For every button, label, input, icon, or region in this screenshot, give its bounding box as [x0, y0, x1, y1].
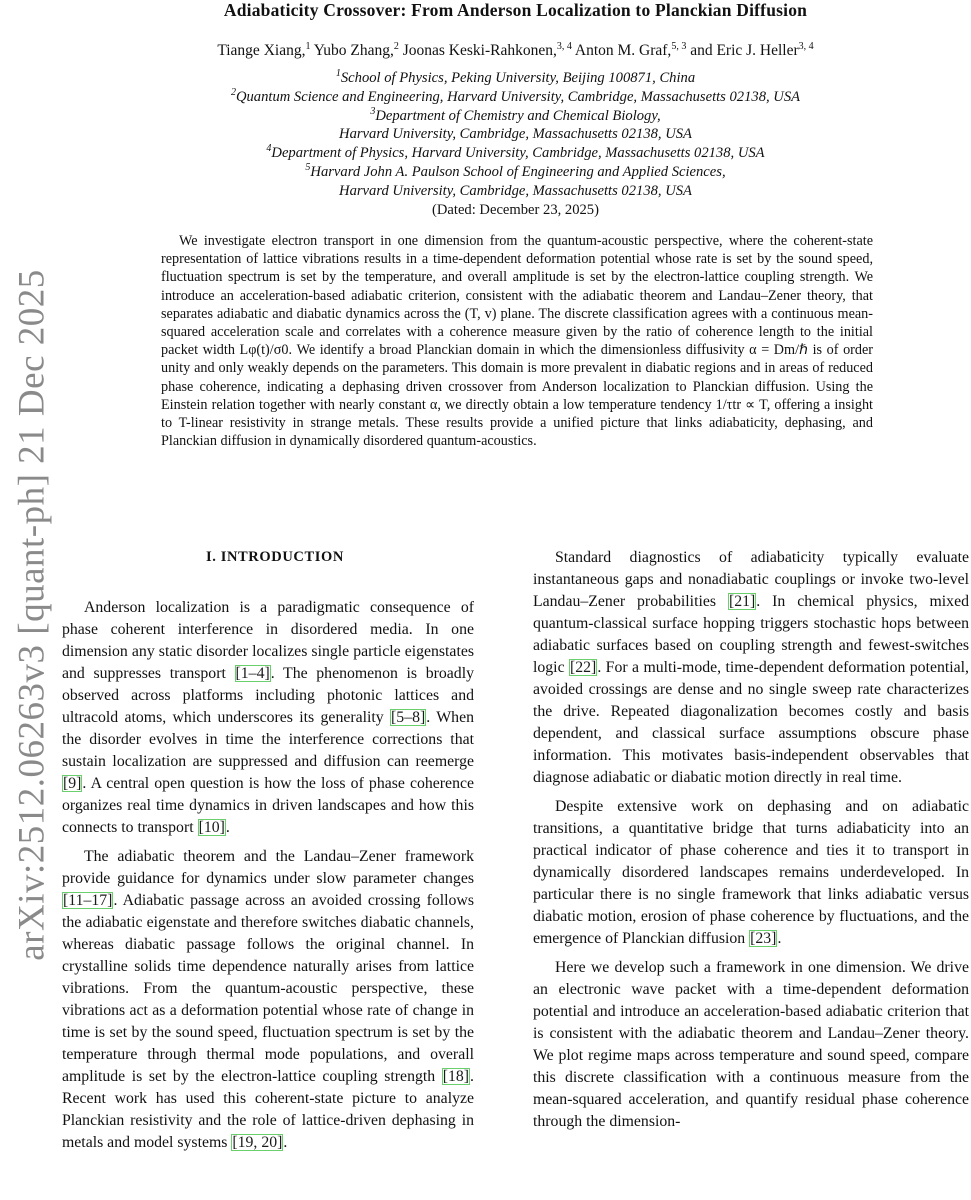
- affiliation-text: Quantum Science and Engineering, Harvard University, Cambridge, Massachusetts 02138, USA: [235, 88, 801, 105]
- citation-link[interactable]: [11–17]: [63, 892, 113, 909]
- author-name: Tiange Xiang,: [217, 42, 306, 59]
- paragraph-text: .: [777, 930, 782, 947]
- author-affiliation-mark: 3, 4: [798, 41, 814, 52]
- citation-link[interactable]: [5–8]: [391, 709, 426, 726]
- body-paragraph: [62, 597, 474, 839]
- citation-link[interactable]: [22]: [570, 659, 597, 676]
- citation-link[interactable]: [9]: [63, 775, 82, 792]
- citation-link[interactable]: [19, 20]: [232, 1134, 283, 1151]
- affiliation-mark: 1: [335, 68, 341, 79]
- body-paragraph: [533, 957, 969, 1133]
- paragraph-text: . In chemical physics, mixed quantum-classical surface hopping triggers stochastic hops between adiabatic surfaces based on coupling strength and fewest-switches logic: [533, 593, 969, 676]
- affiliation-text: Harvard University, Cambridge, Massachusetts 02138, USA: [339, 126, 692, 143]
- body-paragraph: [533, 796, 969, 950]
- affiliation-text: School of Physics, Peking University, Beijing 100871, China: [340, 70, 696, 86]
- paragraph-text: .: [283, 1134, 288, 1151]
- affiliation-mark: 5: [305, 161, 311, 173]
- citation-link[interactable]: [10]: [198, 819, 225, 836]
- paragraph-text: The adiabatic theorem and the Landau–Zener framework provide guidance for dynamics under slow parameter changes: [62, 848, 474, 887]
- citation-link[interactable]: [23]: [750, 930, 777, 947]
- arxiv-identifier: arXiv:2512.06263v3 [quant-ph] 21 Dec 2025: [11, 269, 53, 961]
- affiliation-list: [60, 69, 971, 201]
- author-affiliation-mark: 3, 4: [556, 41, 572, 52]
- affiliation-text: Harvard John A. Paulson School of Engineering and Applied Sciences,: [310, 163, 726, 180]
- author-affiliation-mark: 2: [393, 41, 399, 52]
- author-name: Joonas Keski-Rahkonen,: [402, 42, 557, 59]
- paragraph-text: Standard diagnostics of adiabaticity typically evaluate instantaneous gaps and nonadiabatic couplings or invoke two-level Landau–Zener probabilities: [533, 549, 969, 610]
- paragraph-text: . Adiabatic passage across an avoided crossing follows the adiabatic eigenstate and therefore switches diabatic channels, whereas diabatic passage follows the original channel. In crystalline solids time dependence naturally arises from lattice vibrations. From the quantum-acoustic perspective, these vibrations act as a deformation potential whose rate of change in time is set by the sound speed, fluctuation spectrum is set by the temperature through thermal mode populations, and overall amplitude is set by the electron-lattice coupling strength: [62, 892, 474, 1085]
- citation-link[interactable]: [21]: [728, 593, 756, 610]
- author-name: Anton M. Graf,: [574, 42, 672, 59]
- paragraph-text: Anderson localization is a paradigmatic consequence of phase coherent interference in disordered media. In one dimension any static disorder localizes single particle eigenstates and suppresses transport: [62, 599, 474, 682]
- affiliation-line: [60, 182, 971, 201]
- affiliation-line: [60, 107, 971, 126]
- author-affiliation-mark: 1: [305, 41, 311, 52]
- abstract: We investigate electron transport in one dimension from the quantum-acoustic perspective, where the coherent-state representation of lattice vibrations results in a time-dependent deformation potential whose rate is set by the sound speed, fluctuation spectrum is set by the temperature, and overall amplitude is set by the electron-lattice coupling strength. We introduce an acceleration-based adiabatic criterion, consistent with the adiabatic theorem and Landau–Zener theory, that separates adiabatic and diabatic dynamics across the (T, v) plane. The discrete classification agrees with a continuous mean-squared acceleration scale and correlates with a coherence measure given by the ratio of coherence length to the initial packet width Lφ(t)/σ0. We identify a broad Planckian domain in which the dimensionless diffusivity α = Dm/ℏ is of order unity and only weakly depends on the parameters. This domain is more prevalent in diabatic regions and in areas of reduced phase coherence, indicating a dephasing driven crossover from Anderson localization to Planckian diffusion. Using the Einstein relation together with nearly constant α, we directly obtain a low temperature tendency 1/τtr ∝ T, offering a insight to T-linear resistivity in strange metals. These results provide a unified picture that links adiabaticity, dephasing, and Planckian diffusion in dynamically disordered quantum-acoustics.: [161, 233, 873, 450]
- paragraph-text: . A central open question is how the loss of phase coherence organizes real time dynamics in driven landscapes and how this connects to transport: [62, 775, 474, 836]
- author-affiliation-mark: 5, 3: [671, 41, 687, 52]
- paragraph-text: Here we develop such a framework in one dimension. We drive an electronic wave packet with a time-dependent deformation potential and introduce an acceleration-based adiabatic criterion that is consistent with the adiabatic theorem and Landau–Zener theory. We plot regime maps across temperature and sound speed, compare this discrete classification with a continuous measure from the mean-squared acceleration, and quantify residual phase coherence through the dimension-: [533, 959, 969, 1130]
- paragraph-text: . For a multi-mode, time-dependent deformation potential, avoided crossings are dense and no single sweep rate characterizes the drive. Repeated diagonalization becomes costly and basis dependent, and classical surface assumptions obscure phase information. This motivates basis-independent observables that diagnose adiabatic or diabatic motion directly in real time.: [533, 659, 969, 786]
- affiliation-mark: 3: [370, 105, 376, 117]
- affiliation-mark: 2: [230, 86, 236, 98]
- author-list: [60, 42, 971, 60]
- affiliation-mark: 4: [266, 143, 272, 155]
- arxiv-sidebar: [8, 270, 56, 960]
- left-column: [62, 597, 474, 1161]
- author-name: and Eric J. Heller: [690, 42, 799, 59]
- paper-title: Adiabaticity Crossover: From Anderson Localization to Planckian Diffusion: [223, 0, 808, 20]
- date-line: (Dated: December 23, 2025): [432, 202, 599, 218]
- paragraph-text: . When the disorder evolves in time the interference corrections that sustain localization are suppressed and diffusion can reemerge: [62, 709, 474, 770]
- affiliation-text: Department of Physics, Harvard University, Cambridge, Massachusetts 02138, USA: [271, 145, 765, 162]
- author-name: Yubo Zhang,: [313, 42, 394, 59]
- paragraph-text: . The phenomenon is broadly observed across platforms including photonic lattices and ultracold atoms, which underscores its generality: [62, 665, 474, 726]
- paragraph-text: Despite extensive work on dephasing and on adiabatic transitions, a quantitative bridge that turns adiabaticity into an practical indicator of phase coherence and ties it to transport in dynamically disordered landscapes remains underdeveloped. In particular there is no single framework that links adiabatic versus diabatic motion, erosion of phase coherence by fluctuations, and the emergence of Planckian diffusion: [533, 798, 969, 947]
- citation-link[interactable]: [1–4]: [235, 665, 270, 682]
- paragraph-text: .: [225, 819, 230, 836]
- affiliation-line: [60, 69, 971, 88]
- body-paragraph: [62, 846, 474, 1154]
- affiliation-line: [60, 144, 971, 163]
- affiliation-line: [60, 125, 971, 144]
- body-paragraph: [533, 547, 969, 789]
- affiliation-text: Department of Chemistry and Chemical Biology,: [375, 107, 661, 124]
- section-heading-introduction: I. INTRODUCTION: [206, 549, 344, 565]
- right-column: [533, 547, 969, 1140]
- affiliation-line: [60, 163, 971, 182]
- citation-link[interactable]: [18]: [442, 1068, 470, 1085]
- affiliation-line: [60, 88, 971, 107]
- paragraph-text: . Recent work has used this coherent-state picture to analyze Planckian resistivity and the role of lattice-driven dephasing in metals and model systems: [62, 1068, 474, 1151]
- affiliation-text: Harvard University, Cambridge, Massachusetts 02138, USA: [339, 182, 692, 199]
